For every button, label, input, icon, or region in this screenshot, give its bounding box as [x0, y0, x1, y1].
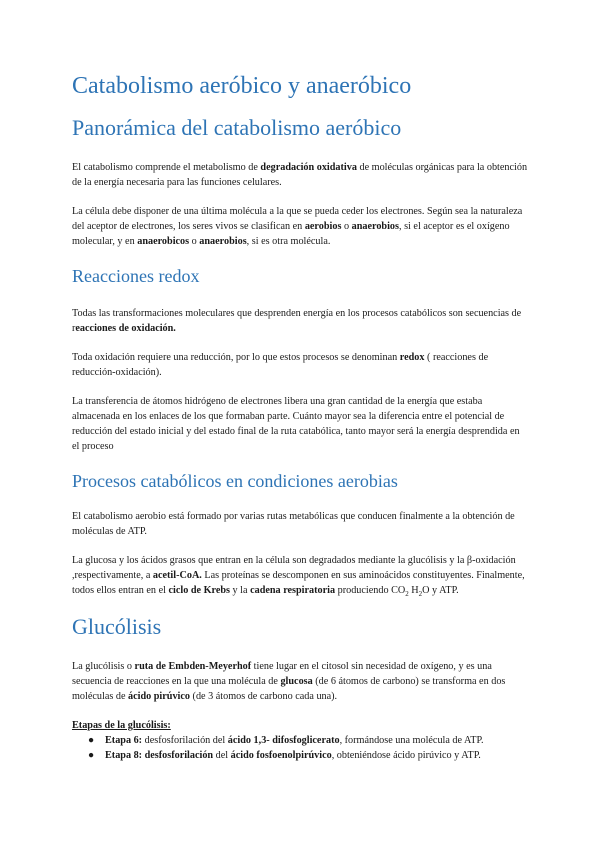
paragraph-panoramica-1: El catabolismo comprende el metabolismo de degradación oxidativa de moléculas orgánicas para la obtención de la energía necesaria para las funciones celulares. [72, 162, 528, 189]
etapas-title: Etapas de la glucólisis: [72, 719, 171, 731]
paragraph-panoramica-2: La célula debe disponer de una última molécula a la que se pueda ceder los electrones. Según sea la naturaleza del aceptor de electrones, los seres vivos se clasifican en aerobios o anaerobios, si el aceptor es el oxígeno molecular, y en anaerobicos o anaerobios, si es otra molécula. [72, 206, 523, 248]
bullet-icon: ● [88, 749, 95, 761]
heading-glucolisis: Glucólisis [72, 614, 162, 640]
paragraph-aerobias-1: El catabolismo aerobio está formado por varias rutas metabólicas que conducen finalmente a la obtención de moléculas de ATP. [72, 511, 515, 538]
paragraph-redox-1: Todas las transformaciones moleculares que desprenden energía en los procesos catabólicos son secuencias de reacciones de oxidación. [72, 307, 522, 334]
list-item: ● Etapa 6: desfosforilación del ácido 1,3- difosfoglicerato, formándose una molécula de ATP. [88, 734, 484, 746]
heading-aerobias: Procesos catabólicos en condiciones aerobias [72, 470, 398, 491]
etapas-list [72, 733, 528, 763]
paragraph-glucolisis-1: La glucólisis o ruta de Embden-Meyerhof tiene lugar en el citosol sin necesidad de oxígeno, y es una secuencia de reacciones en la que una molécula de glucosa (de 6 átomos de carbono) se transforma en dos moléculas de ácido pirúvico (de 3 átomos de carbono cada una). [72, 660, 506, 702]
heading-panoramica: Panorámica del catabolismo aeróbico [72, 114, 402, 140]
heading-redox: Reacciones redox [72, 266, 200, 287]
paragraph-redox-2: Toda oxidación requiere una reducción, por lo que estos procesos se denominan redox ( reacciones de reducción-oxidación). [72, 351, 489, 378]
list-item: ● Etapa 8: desfosforilación del ácido fosfoenolpirúvico, obteniéndose ácido pirúvico y ATP. [88, 749, 481, 761]
bullet-icon: ● [88, 734, 95, 746]
document-title: Catabolismo aeróbico y anaeróbico [72, 73, 412, 99]
paragraph-redox-3: La transferencia de átomos hidrógeno de electrones libera una gran cantidad de la energía que estaba almacenada en los enlaces de los que formaban parte. Cuánto mayor sea la diferencia entre el potencial de reducción del estado inicial y del estado final de la ruta catabólica, tanto mayor será la energía desprendida en el proceso [72, 395, 520, 452]
paragraph-aerobias-2: La glucosa y los ácidos grasos que entran en la célula son degradados mediante la glucólisis y la β-oxidación ,respectivamente, a acetil-CoA. Las proteínas se descomponen en sus aminoácidos constituyentes. Finalmente, todos ellos entran en el ciclo de Krebs y la cadena respiratoria produciendo $CO_2$ $H_2O$ y ATP. [72, 555, 525, 599]
